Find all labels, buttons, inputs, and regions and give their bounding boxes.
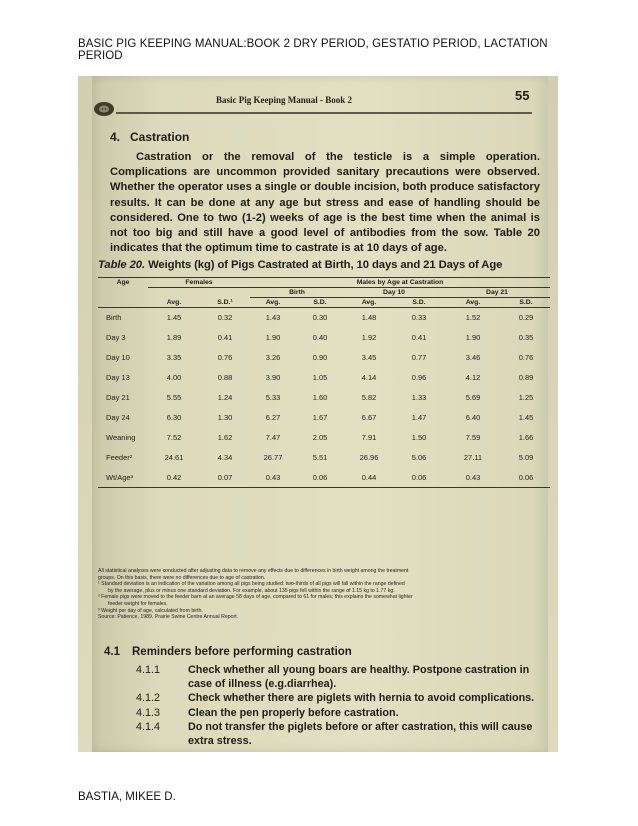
footnote-source: Source: Patience, 1989, Prairie Swine Centre Annual Report.: [98, 614, 239, 621]
table-cell: 0.06: [312, 472, 328, 482]
table-caption-label: Table 20.: [98, 259, 146, 271]
reminder-text: Do not transfer the piglets before or after castration, this will cause extra stress.: [188, 721, 533, 747]
table-cell: 1.24: [217, 393, 233, 402]
table-cell: 1.45: [166, 313, 182, 323]
table-cell: 0.76: [518, 353, 534, 362]
table-row: [98, 368, 550, 388]
table-cell: 0.41: [217, 333, 233, 342]
footnote-line: by the average, plus or minus one standard deviation. For example, about 135 pigs fell within the range of 1.15 kg to 1.77 kg.: [108, 587, 395, 594]
reminder-number: 4.1.1: [136, 664, 161, 676]
table-caption: [98, 259, 502, 271]
table-cell: 0.42: [166, 472, 182, 482]
table-cell: 0.29: [518, 313, 534, 323]
table-row: [98, 448, 550, 468]
header-sd: S.D.: [412, 299, 426, 306]
table-cell: 0.30: [312, 313, 328, 323]
table-footnotes: [98, 568, 548, 621]
table-cell: 26.77: [263, 453, 283, 462]
running-head: Basic Pig Keeping Manual - Book 2: [216, 95, 353, 105]
header-spacer: [148, 288, 250, 298]
document-header: BASIC PIG KEEPING MANUAL:BOOK 2 DRY PERIOD, GESTATIO PERIOD, LACTATION PERIOD: [78, 38, 548, 62]
table-cell: 4.14: [361, 373, 377, 382]
header-age: Age: [116, 279, 130, 287]
table-cell: 0.89: [518, 373, 534, 382]
reminders-list: [136, 664, 540, 749]
table-cell: 1.33: [411, 393, 427, 402]
table-cell: 5.82: [361, 393, 377, 402]
table-cell: 1.67: [312, 413, 328, 422]
table-cell: 1.25: [518, 393, 534, 402]
table-cell: 0.35: [518, 333, 534, 342]
header-avg: Avg.: [465, 299, 481, 306]
row-age: Day 13: [106, 373, 130, 382]
table-cell: 2.05: [312, 433, 328, 442]
footnote-line: groups. On this basis, there were no differences due to age of castration.: [98, 574, 266, 581]
table-cell: 1.47: [411, 413, 427, 422]
header-males: Males by Age at Castration: [250, 278, 550, 288]
pig-logo-icon: [92, 98, 116, 120]
table-row: [98, 468, 550, 488]
table-cell: 0.06: [411, 472, 427, 482]
table-cell: 5.09: [518, 453, 534, 462]
subsection-title-text: Reminders before performing castration: [132, 646, 352, 658]
table-cell: 0.96: [411, 373, 427, 382]
table-cell: 0.44: [361, 472, 377, 482]
table-cell: 7.47: [265, 433, 281, 442]
page-number: 55: [515, 88, 530, 103]
footnote-line: ¹ Standard deviation is an indication of the variation among all pigs being studied: two-thirds of all pigs will fall within the range defined: [98, 581, 405, 588]
table-cell: 3.45: [361, 353, 377, 362]
subsection-number: 4.1: [104, 646, 120, 658]
table-cell: 1.89: [166, 333, 182, 342]
row-age: Day 10: [106, 353, 130, 362]
table-cell: 6.30: [166, 413, 182, 422]
table-cell: 1.43: [265, 313, 281, 323]
row-age: Feeder²: [106, 453, 133, 462]
footnote-line: ² Female pigs were moved to the feeder barn at an average 58 days of age, compared to 61 for males; this explains the somewhat lighter: [98, 594, 413, 601]
table-cell: 3.35: [166, 353, 182, 362]
section-number: 4.: [110, 130, 121, 144]
list-item: [136, 721, 540, 748]
table-cell: 0.43: [465, 472, 481, 482]
table-cell: 1.05: [312, 373, 328, 382]
table-row: [98, 328, 550, 348]
table-cell: 1.92: [361, 333, 377, 342]
table-row: [98, 428, 550, 448]
table-cell: 1.45: [518, 413, 534, 422]
reminder-number: 4.1.3: [136, 706, 161, 719]
list-item: [136, 692, 540, 706]
table-cell: 27.11: [463, 453, 483, 462]
table-cell: 1.30: [217, 413, 233, 422]
reminder-number: 4.1.2: [136, 692, 161, 704]
header-day21: Day 21: [444, 288, 550, 298]
table-row: [98, 388, 550, 408]
table-cell: 1.52: [465, 313, 481, 323]
table-cell: 4.00: [166, 373, 182, 382]
table-cell: 6.67: [361, 413, 377, 422]
row-age: Day 21: [106, 393, 130, 402]
row-age: Wt/Age³: [106, 472, 134, 482]
table-cell: 5.06: [411, 453, 427, 462]
row-age: Weaning: [106, 433, 136, 442]
table-cell: 0.43: [265, 472, 281, 482]
table-cell: 1.66: [518, 433, 534, 442]
table-cell: 0.76: [217, 353, 233, 362]
header-spacer: [98, 288, 148, 298]
book-page: [92, 76, 548, 752]
row-age: Day 3: [106, 333, 126, 342]
table-cell: 0.88: [217, 373, 233, 382]
table-cell: 1.90: [465, 333, 481, 342]
table-cell: 5.33: [265, 393, 281, 402]
table-cell: 4.12: [465, 373, 481, 382]
reminder-text: Clean the pen properly before castration.: [188, 706, 399, 719]
table-cell: 3.90: [265, 373, 281, 382]
header-spacer: [98, 298, 148, 308]
table-cell: 0.32: [217, 313, 233, 323]
footnote-line: ³ Weight per day of age, calculated from birth.: [98, 607, 203, 614]
row-age: Day 24: [106, 413, 130, 422]
list-item: [136, 707, 540, 721]
table-caption-text: Weights (kg) of Pigs Castrated at Birth, 10 days and 21 Days of Age: [148, 259, 503, 271]
header-sd: S.D.: [313, 299, 327, 306]
header-females: Females: [148, 278, 250, 288]
row-age: Birth: [106, 313, 122, 323]
reminder-number: 4.1.4: [136, 721, 161, 733]
table-row: [98, 348, 550, 368]
header-avg: Avg.: [265, 299, 281, 306]
header-avg: Avg.: [361, 299, 377, 306]
table-cell: 3.46: [465, 353, 481, 362]
castration-paragraph: Castration or the removal of the testicle is a simple operation. Complications are uncommon provided sanitary precautions were observed. Whether the operator uses a single or double incision, both produce satisfactory results. It can be done at any age but stress and ease of handling should be considered. One to two (1-2) weeks of age is the best time when the animal is not too big and still have a good level of antibodies from the sow. Table 20 indicates that the optimum time to castrate is at 10 days of age.: [110, 151, 540, 255]
table-row: [98, 308, 550, 328]
section-title: [110, 130, 189, 144]
table-cell: 24.61: [164, 453, 184, 462]
table-cell: 0.07: [217, 472, 233, 482]
table-cell: 0.41: [411, 333, 427, 342]
header-sd: S.D.¹: [217, 298, 233, 306]
table-cell: 7.91: [361, 433, 377, 442]
book-page-photo: [78, 76, 558, 752]
table-cell: 0.40: [312, 333, 328, 342]
header-avg: Avg.: [166, 298, 182, 306]
header-day10: Day 10: [344, 288, 444, 298]
list-item: [136, 664, 540, 691]
weights-table: [98, 277, 550, 488]
table-cell: 0.90: [312, 353, 328, 362]
table-cell: 1.90: [265, 333, 281, 342]
table-cell: 5.55: [166, 393, 182, 402]
document-footer: BASTIA, MIKEE D.: [78, 791, 176, 803]
footnote-line: feeder weight for females.: [108, 600, 168, 607]
header-birth: Birth: [250, 288, 344, 298]
table-cell: 0.33: [411, 313, 427, 323]
reminder-text: Check whether all young boars are healthy. Postpone castration in case of illness (e.g.diarrhea).: [188, 664, 530, 690]
table-cell: 3.26: [265, 353, 281, 362]
table-cell: 6.40: [465, 413, 481, 422]
table-cell: 6.27: [265, 413, 281, 422]
table-cell: 7.52: [166, 433, 182, 442]
table-cell: 1.62: [217, 433, 233, 442]
table-cell: 0.06: [518, 472, 534, 482]
header-rule: [116, 112, 532, 114]
subsection-title: [104, 646, 352, 658]
reminder-text: Check whether there are piglets with hernia to avoid complications.: [188, 692, 535, 704]
table-cell: 1.48: [361, 313, 377, 323]
table-cell: 26.96: [359, 453, 379, 462]
table-cell: 7.59: [465, 433, 481, 442]
footnote-line: All statistical analyses were conducted after adjusting data to remove any effects due to differences in birth weight among the treatment: [98, 568, 409, 574]
table-cell: 0.77: [411, 353, 427, 362]
table-cell: 1.60: [312, 393, 328, 402]
table-cell: 1.50: [411, 433, 427, 442]
table-cell: 5.51: [312, 453, 328, 462]
section-title-text: Castration: [130, 130, 190, 144]
header-sd: S.D.: [519, 299, 533, 306]
table-cell: 4.34: [217, 453, 233, 462]
table-cell: 5.69: [465, 393, 481, 402]
table-row: [98, 408, 550, 428]
